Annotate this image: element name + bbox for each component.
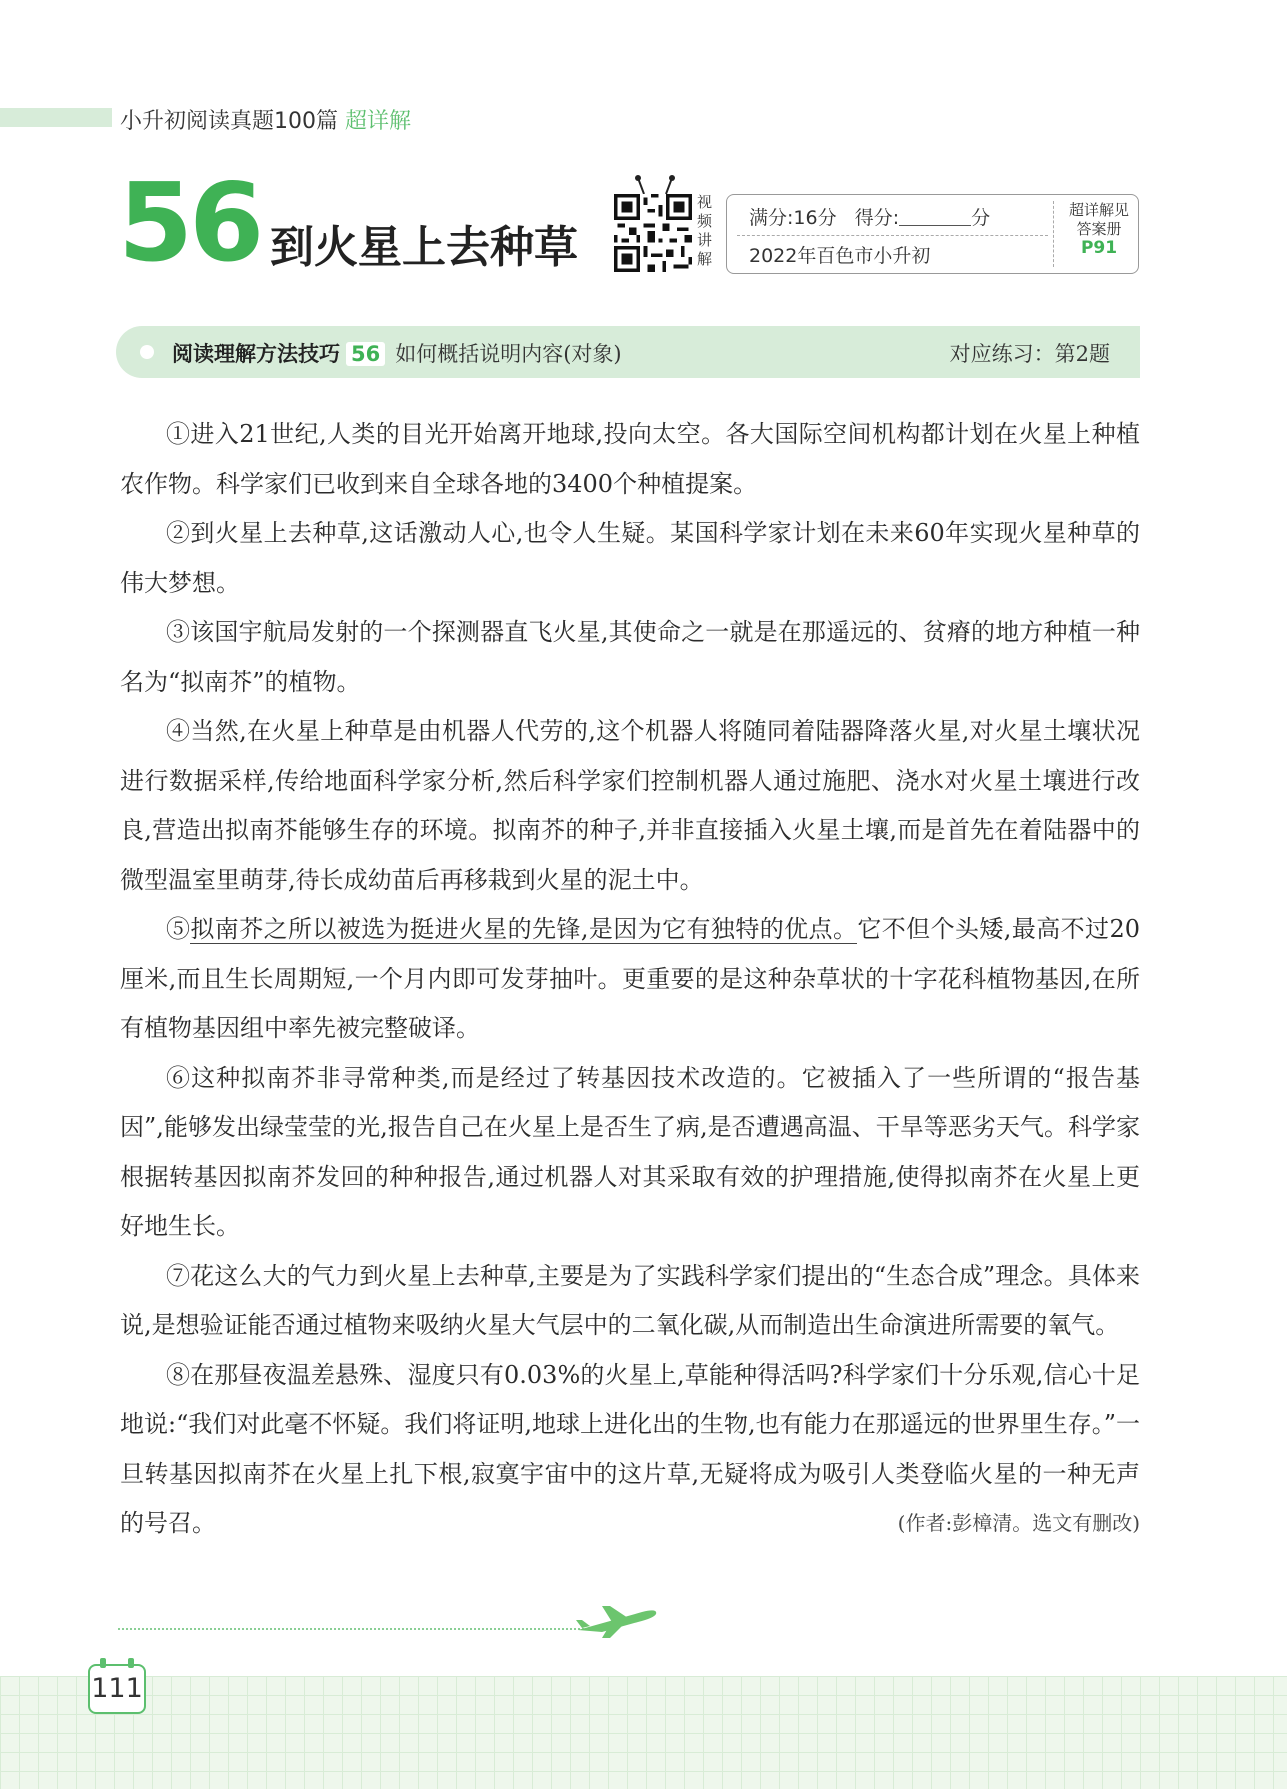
calendar-tab-icon <box>128 1658 134 1668</box>
exam-source: 2022年百色市小升初 <box>749 245 931 267</box>
lesson-title: 到火星上去种草 <box>270 222 578 273</box>
method-title <box>172 338 622 368</box>
full-score: 满分:16分 <box>749 207 837 229</box>
paragraph-5-marker: ⑤ <box>166 915 191 943</box>
method-number: 56 <box>346 342 385 366</box>
calendar-tab-icon <box>100 1658 106 1668</box>
method-topic: 如何概括说明内容(对象) <box>395 342 622 366</box>
score-vdivider <box>1053 201 1054 267</box>
paragraph-3: ③该国宇航局发射的一个探测器直飞火星,其使命之一就是在那遥远的、贫瘠的地方种植一种名为“拟南芥”的植物。 <box>120 618 1140 696</box>
footer-grid <box>0 1676 1287 1789</box>
qr-code-icon[interactable] <box>614 194 692 272</box>
paragraph-6: ⑥这种拟南芥非寻常种类,而是经过了转基因技术改造的。它被插入了一些所谓的“报告基因”,能够发出绿莹莹的光,报告自己在火星上是否生了病,是否遭遇高温、干旱等恶劣天气。科学家根据转基因拟南芥发回的种种报告,通过机器人对其采取有效的护理措施,使得拟南芥在火星上更好地生长。 <box>120 1063 1140 1240</box>
answer-ref-line2: 答案册 <box>1076 220 1122 238</box>
answer-reference <box>1061 201 1137 258</box>
answer-ref-line1: 超详解见 <box>1068 201 1129 219</box>
method-banner <box>116 326 1140 378</box>
score-line <box>749 203 990 230</box>
score-box <box>726 194 1139 274</box>
header-accent-bar <box>0 108 112 127</box>
running-head <box>120 104 411 135</box>
practice-reference: 对应练习：第2题 <box>949 342 1110 366</box>
paragraph-8 <box>120 1351 1140 1549</box>
paragraph-8-text: ⑧在那昼夜温差悬殊、湿度只有0.03%的火星上,草能种得活吗?科学家们十分乐观,信心十足地说:“我们对此毫不怀疑。我们将证明,地球上进化出的生物,也有能力在那遥远的世界里生存。”一旦转基因拟南芥在火星上扎下根,寂寞宇宙中的这片草,无疑将成为吸引人类登临火星的一种无声的号召。 <box>120 1360 1140 1537</box>
dotted-divider <box>118 1628 588 1630</box>
lesson-number: 56 <box>118 161 261 286</box>
paragraph-2: ②到火星上去种草,这话激动人心,也令人生疑。某国科学家计划在未来60年实现火星种草的伟大梦想。 <box>120 519 1140 597</box>
answer-page: P91 <box>1080 238 1118 258</box>
airplane-icon <box>572 1600 662 1640</box>
paragraph-5-rest: 它不但个头矮,最高不过20厘米,而且生长周期短,一个月内即可发芽抽叶。更重要的是这种杂草状的十字花科植物基因,在所有植物基因组中率先被完整破译。 <box>120 915 1140 1042</box>
method-label: 阅读理解方法技巧 <box>172 342 340 366</box>
article-body <box>120 410 1140 1549</box>
book-title: 小升初阅读真题100篇 <box>120 109 338 134</box>
paragraph-5 <box>120 905 1140 1054</box>
article-source: (作者:彭樟清。选文有删改) <box>897 1511 1140 1535</box>
score-blank[interactable] <box>899 207 971 226</box>
underlined-sentence: 拟南芥之所以被选为挺进火星的先锋,是因为它有独特的优点。 <box>190 915 858 943</box>
score-divider <box>737 235 1048 236</box>
paragraph-1: ①进入21世纪,人类的目光开始离开地球,投向太空。各大国际空间机构都计划在火星上种植农作物。科学家们已收到来自全球各地的3400个种植提案。 <box>120 420 1140 498</box>
qr-antenna-icon <box>630 174 680 196</box>
book-subtitle: 超详解 <box>345 109 412 134</box>
paragraph-7: ⑦花这么大的气力到火星上去种草,主要是为了实践科学家们提出的“生态合成”理念。具体来说,是想验证能否通过植物来吸纳火星大气层中的二氧化碳,从而制造出生命演进所需要的氧气。 <box>120 1261 1140 1339</box>
page-number-badge <box>88 1664 146 1714</box>
score-unit: 分 <box>971 207 991 229</box>
page-number: 111 <box>91 1673 143 1704</box>
bullet-dot-icon <box>140 345 154 359</box>
qr-caption: 视频讲解 <box>697 193 713 268</box>
score-label: 得分: <box>854 207 900 229</box>
paragraph-4: ④当然,在火星上种草是由机器人代劳的,这个机器人将随同着陆器降落火星,对火星土壤状况进行数据采样,传给地面科学家分析,然后科学家们控制机器人通过施肥、浇水对火星土壤进行改良,营造出拟南芥能够生存的环境。拟南芥的种子,并非直接插入火星土壤,而是首先在着陆器中的微型温室里萌芽,待长成幼苗后再移栽到火星的泥土中。 <box>120 717 1140 894</box>
